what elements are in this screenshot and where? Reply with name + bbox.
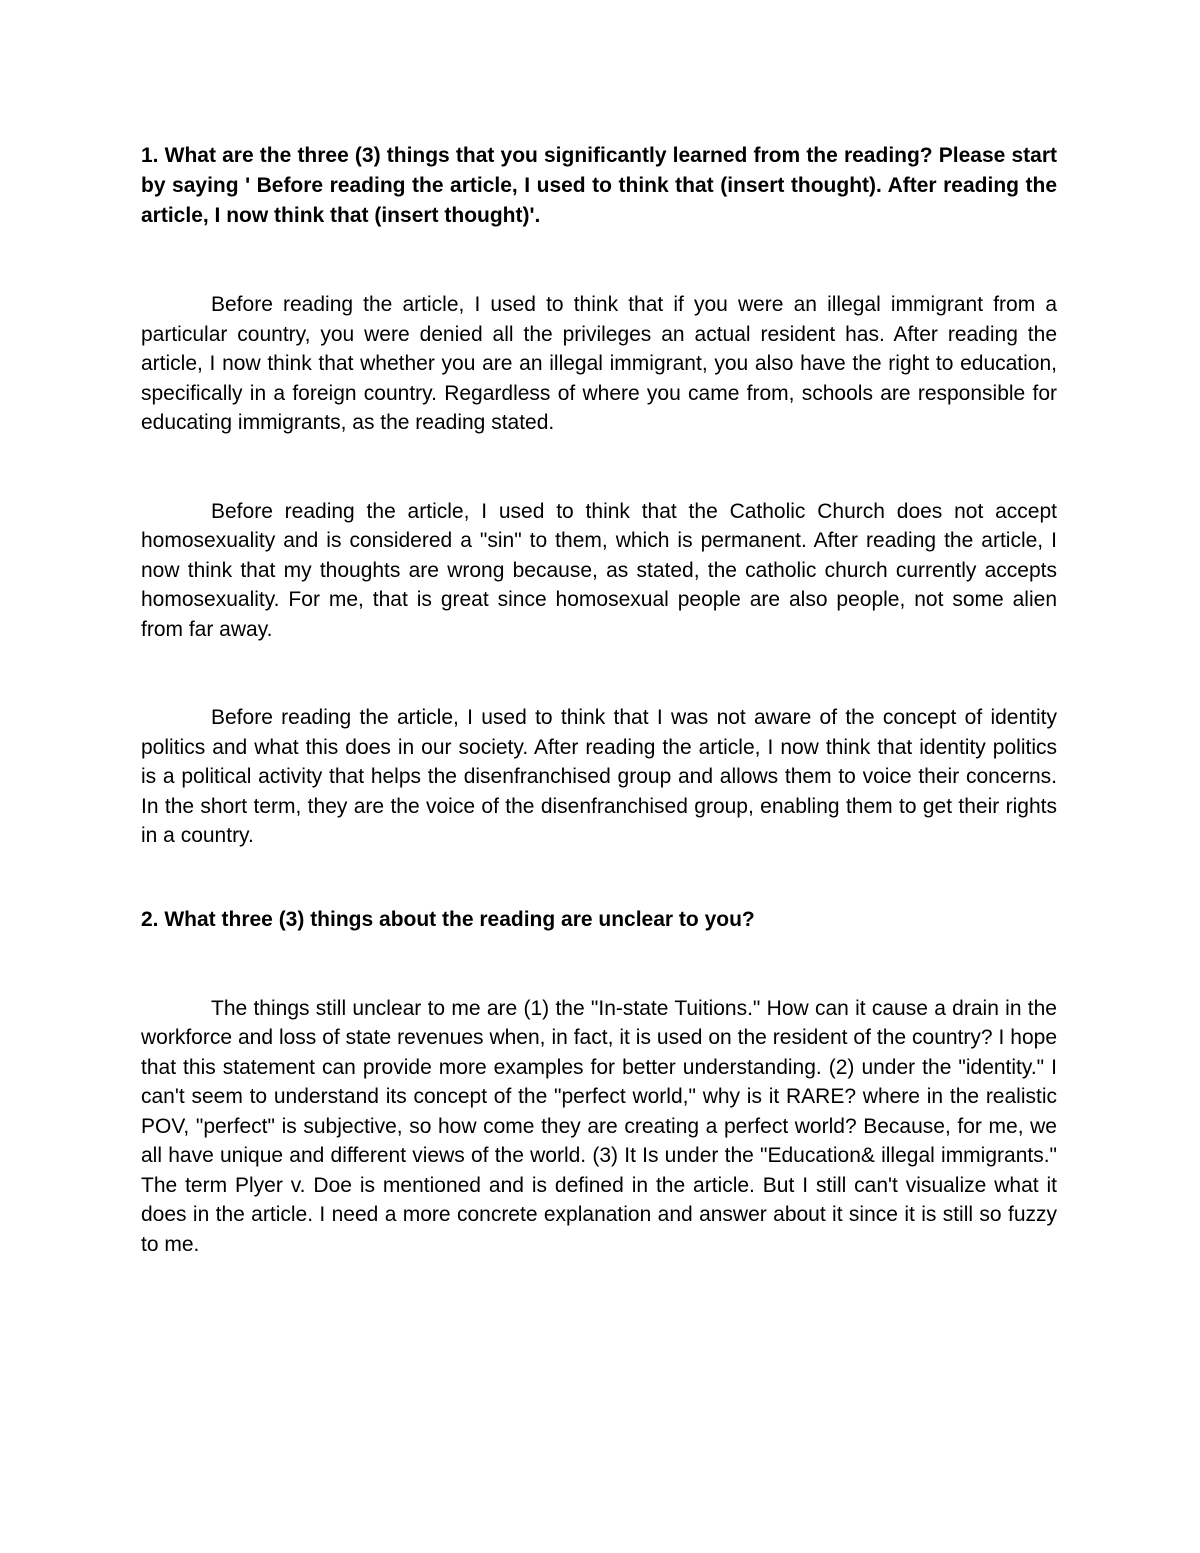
document-body	[141, 141, 1057, 1259]
question-1: 1. What are the three (3) things that you significantly learned from the reading? Please start by saying ' Before reading the article, I used to think that (insert thought). After reading the article, I now think that (insert thought)'.	[141, 144, 1057, 227]
answer-1-paragraph-3: Before reading the article, I used to think that I was not aware of the concept of identity politics and what this does in our society. After reading the article, I now think that identity politics is a political activity that helps the disenfranchised group and allows them to voice their concerns. In the short term, they are the voice of the disenfranchised group, enabling them to get their rights in a country.	[141, 706, 1057, 847]
answer-2-paragraph-1: The things still unclear to me are (1) the "In-state Tuitions." How can it cause a drain in the workforce and loss of state revenues when, in fact, it is used on the resident of the country? I hope that this statement can provide more examples for better understanding. (2) under the "identity." I can't seem to understand its concept of the "perfect world," why is it RARE? where in the realistic POV, "perfect" is subjective, so how come they are creating a perfect world? Because, for me, we all have unique and different views of the world. (3) It Is under the "Education& illegal immigrants." The term Plyer v. Doe is mentioned and is defined in the article. But I still can't visualize what it does in the article. I need a more concrete explanation and answer about it since it is still so fuzzy to me.	[141, 996, 1057, 1256]
answer-1-paragraph-1: Before reading the article, I used to think that if you were an illegal immigrant from a particular country, you were denied all the privileges an actual resident has. After reading the article, I now think that whether you are an illegal immigrant, you also have the right to education, specifically in a foreign country. Regardless of where you came from, schools are responsible for educating immigrants, as the reading stated.	[141, 293, 1057, 434]
answer-1-paragraph-2: Before reading the article, I used to think that the Catholic Church does not accept homosexuality and is considered a "sin" to them, which is permanent. After reading the article, I now think that my thoughts are wrong because, as stated, the catholic church currently accepts homosexuality. For me, that is great since homosexual people are also people, not some alien from far away.	[141, 499, 1057, 641]
question-2: 2. What three (3) things about the reading are unclear to you?	[141, 907, 755, 931]
